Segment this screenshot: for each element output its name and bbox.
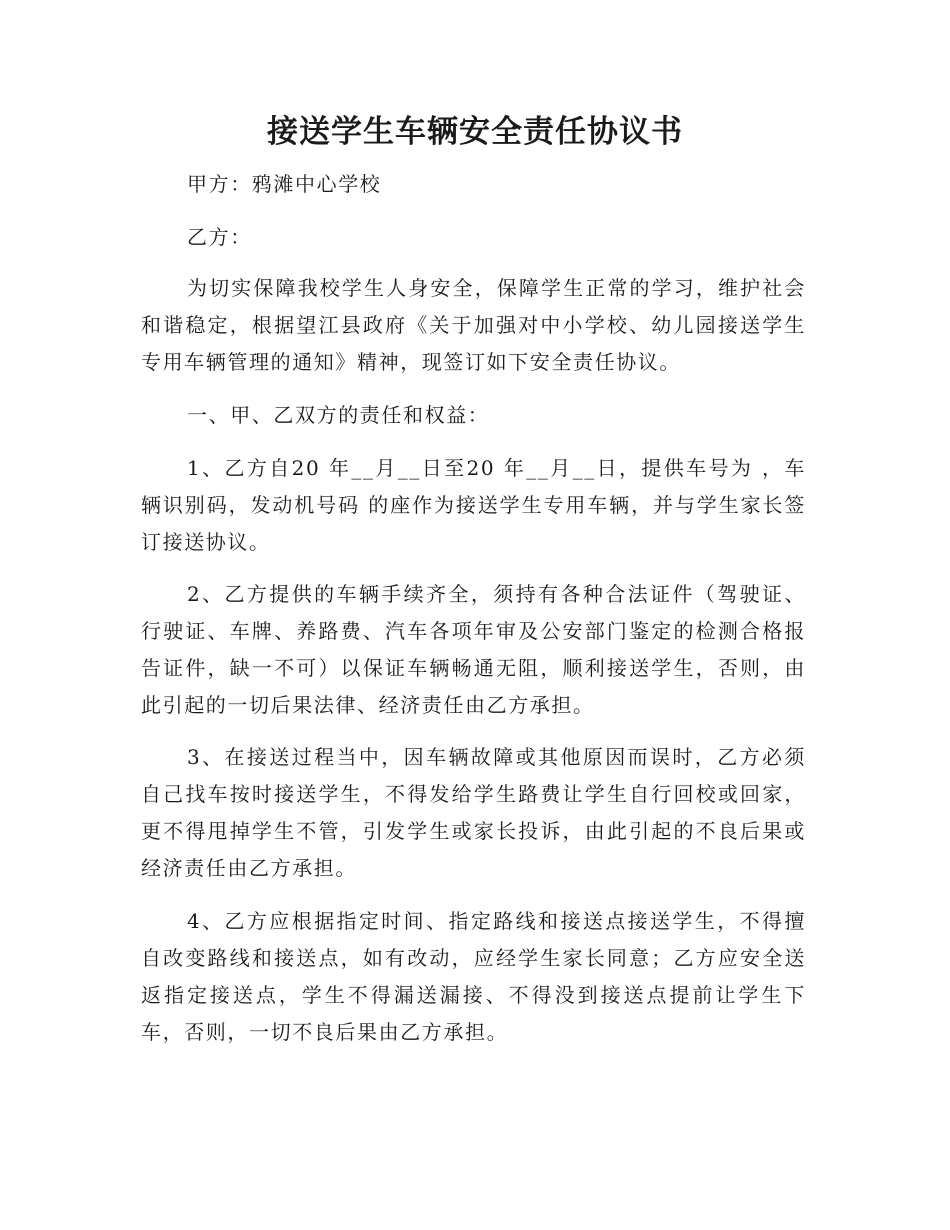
section-1-heading: 一、甲、乙双方的责任和权益：	[187, 403, 490, 427]
document-title: 接送学生车辆安全责任协议书	[267, 114, 683, 150]
party-b-line: 乙方：	[187, 225, 252, 249]
clause-3-paragraph: 3、在接送过程当中，因车辆故障或其他原因而误时，乙方必须自己找车按时接送学生，不得发给学生路费让学生自行回校或回家，更不得甩掉学生不管，引发学生或家长投诉，由此引起的不良后果或经济责任由乙方承担。	[141, 745, 806, 880]
intro-paragraph: 为切实保障我校学生人身安全，保障学生正常的学习，维护社会和谐稳定，根据望江县政府《关于加强对中小学校、幼儿园接送学生专用车辆管理的通知》精神，现签订如下安全责任协议。	[141, 276, 806, 374]
party-a-line: 甲方：鸦滩中心学校	[187, 172, 382, 196]
clause-1-paragraph: 1、乙方自20 年__月__日至20 年__月__日，提供车号为 ，车辆识别码，发动机号码 的座作为接送学生专用车辆，并与学生家长签订接送协议。	[141, 456, 806, 554]
clause-4-paragraph: 4、乙方应根据指定时间、指定路线和接送点接送学生，不得擅自改变路线和接送点，如有改动，应经学生家长同意；乙方应安全送返指定接送点，学生不得漏送漏接、不得没到接送点提前让学生下车，否则，一切不良后果由乙方承担。	[141, 909, 806, 1044]
clause-2-paragraph: 2、乙方提供的车辆手续齐全，须持有各种合法证件（驾驶证、行驶证、车牌、养路费、汽车各项年审及公安部门鉴定的检测合格报告证件，缺一不可）以保证车辆畅通无阻，顺利接送学生，否则，由此引起的一切后果法律、经济责任由乙方承担。	[141, 582, 806, 717]
